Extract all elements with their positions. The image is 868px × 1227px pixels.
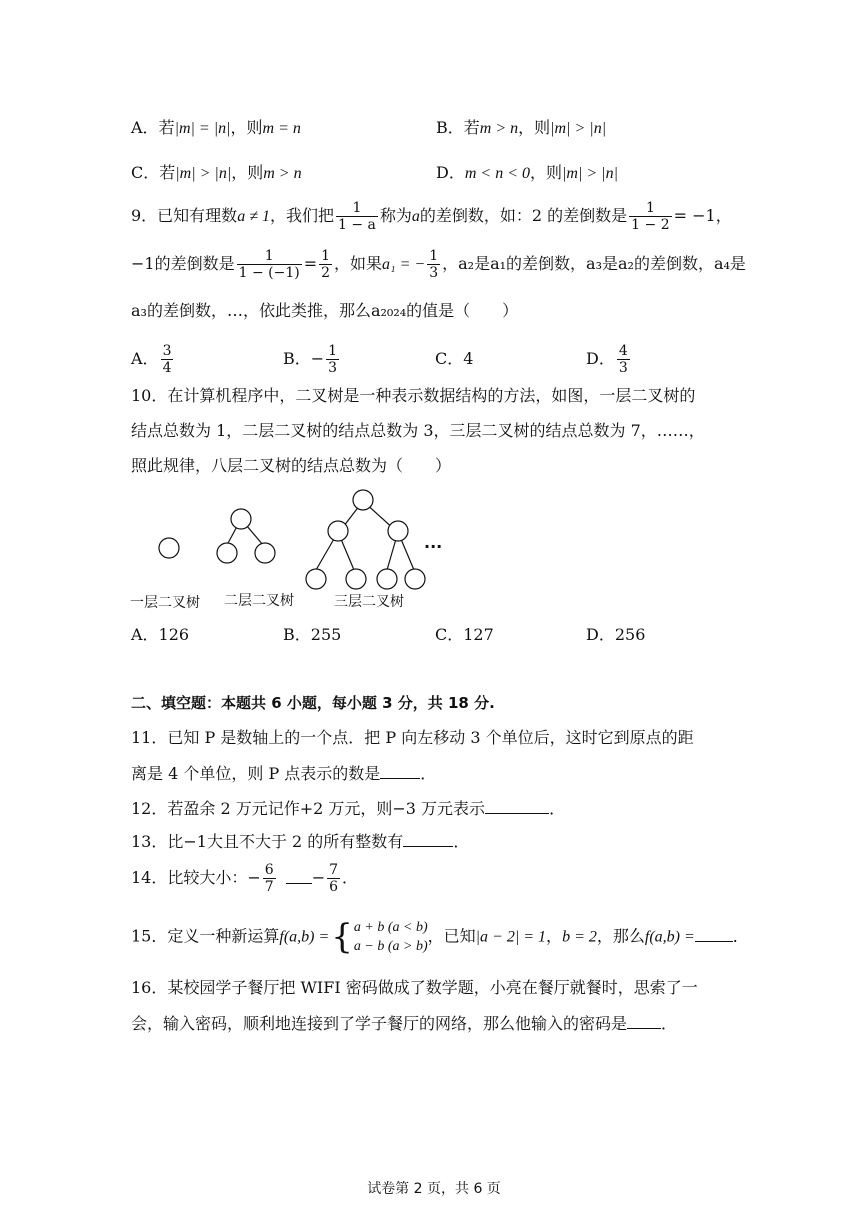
- brace: {: [331, 917, 353, 957]
- math-expr: a₁ = −: [382, 256, 426, 273]
- period: ．: [342, 868, 359, 887]
- text: −: [311, 868, 326, 887]
- text: 14．比较大小：−: [131, 868, 261, 887]
- q10-option-c: C．127: [435, 625, 494, 644]
- numerator: 6: [264, 862, 274, 878]
- option-label: D．: [586, 349, 615, 368]
- tree3-node: [405, 569, 425, 589]
- denominator: 3: [328, 360, 338, 376]
- period: ．: [549, 799, 566, 818]
- q10-option-d: D．256: [586, 625, 646, 644]
- binary-tree-diagram: [128, 484, 448, 614]
- option-label: A．: [131, 118, 159, 137]
- q16-line-1: 16．某校园学子餐厅把 WIFI 密码做成了数学题，小亮在餐厅就餐时，思索了一: [131, 978, 698, 997]
- numerator: 1: [321, 248, 331, 264]
- q9-line-1: [131, 200, 732, 233]
- denominator: 2: [321, 265, 331, 281]
- denominator: 3: [429, 265, 439, 281]
- math-expr: a ≠ 1: [237, 208, 270, 225]
- option-label: D．: [436, 163, 465, 182]
- fraction: [336, 200, 378, 233]
- text: ，a₂是a₁的差倒数，a₃是a₂的差倒数，a₄是: [442, 254, 746, 273]
- denominator: 1 − a: [337, 217, 376, 233]
- tree3-node: [346, 569, 366, 589]
- numerator: 1: [336, 200, 378, 217]
- q14-line: [131, 862, 358, 895]
- fraction: [617, 343, 630, 376]
- option-label: C．: [131, 163, 160, 182]
- text: ，已知: [427, 926, 476, 946]
- option-text: ，则: [230, 118, 263, 137]
- tree1-node: [159, 538, 179, 558]
- case: a + b (a < b): [353, 920, 428, 935]
- text: 离是 4 个单位，则 P 点表示的数是: [131, 764, 381, 783]
- fraction: [161, 343, 174, 376]
- fraction: [427, 248, 440, 281]
- section-title: 二、填空题：本题共 6 小题，每小题 3 分，共 18 分.: [131, 694, 495, 712]
- numerator: 1: [328, 343, 338, 359]
- numerator: 3: [162, 343, 172, 359]
- q8-option-d: [436, 162, 618, 185]
- tree2-node: [255, 543, 275, 563]
- answer-blank: [695, 925, 733, 942]
- option-text: 若: [159, 163, 176, 182]
- answer-blank: [627, 1012, 661, 1029]
- text: 的差倒数，如：2 的差倒数是: [419, 206, 628, 225]
- option-label: B．: [283, 349, 311, 368]
- math-expr: |m| > |n|: [175, 165, 232, 182]
- q8-option-c: [131, 162, 302, 185]
- tree3-node: [388, 521, 408, 541]
- text: −1的差倒数是: [131, 254, 235, 273]
- math-expr: b = 2: [562, 928, 597, 946]
- math-var: a: [411, 208, 420, 225]
- tree-label-3: 三层二叉树: [334, 594, 404, 610]
- option-label: B．: [436, 118, 464, 137]
- tree-label-2: 二层二叉树: [224, 593, 294, 609]
- q10-line-1: 10．在计算机程序中，二叉树是一种表示数据结构的方法，如图，一层二叉树的: [131, 386, 696, 405]
- q11-line-2: [131, 762, 436, 785]
- text: ，如果: [334, 254, 383, 273]
- period: ．: [420, 764, 437, 783]
- answer-blank: [380, 762, 420, 779]
- math-expr: |a − 2| = 1: [475, 928, 547, 946]
- text: 9．已知有理数: [131, 206, 238, 225]
- math-expr: m > n: [479, 120, 519, 137]
- q15-line: [131, 918, 749, 956]
- q10-option-b: B．255: [283, 625, 342, 644]
- text: 12．若盈余 2 万元记作+2 万元，则−3 万元表示: [131, 799, 486, 818]
- fraction: [629, 200, 671, 233]
- option-label: A．: [131, 349, 159, 368]
- fraction: [237, 248, 302, 281]
- fraction: [327, 862, 340, 895]
- q10-line-3: 照此规律，八层二叉树的结点总数为（ ）: [131, 456, 452, 475]
- text: 会，输入密码，顺利地连接到了学子餐厅的网络，那么他输入的密码是: [131, 1014, 628, 1033]
- q13-line: [131, 830, 469, 853]
- piecewise-cases: [354, 918, 428, 956]
- q11-line-1: 11．已知 P 是数轴上的一个点．把 P 向左移动 3 个单位后，这时它到原点的距: [131, 728, 694, 747]
- option-text: 若: [158, 118, 175, 137]
- answer-blank: [286, 867, 312, 884]
- option-text: ，则: [518, 118, 551, 137]
- text: =: [303, 254, 318, 273]
- text: ，: [546, 926, 563, 946]
- period: ．: [732, 926, 749, 946]
- math-expr: f(a,b) =: [279, 928, 330, 946]
- option-text: 若: [463, 118, 480, 137]
- fraction: [326, 343, 339, 376]
- tree3-node: [353, 490, 373, 510]
- denominator: 1 − (−1): [238, 265, 300, 281]
- text: 13．比−1大且不大于 2 的所有整数有: [131, 832, 404, 851]
- denominator: 6: [329, 879, 339, 895]
- q9-option-a: [131, 343, 175, 376]
- denominator: 3: [618, 360, 628, 376]
- numerator: 4: [618, 343, 628, 359]
- period: ．: [661, 1014, 678, 1033]
- math-expr: m > n: [263, 165, 302, 182]
- answer-blank: [403, 830, 453, 847]
- q8-option-b: [436, 117, 606, 140]
- numerator: 1: [629, 200, 671, 217]
- q10-line-2: 结点总数为 1，二层二叉树的结点总数为 3，三层二叉树的结点总数为 7，……，: [131, 421, 705, 440]
- case: a − b (a > b): [353, 939, 428, 954]
- text: ，我们把: [269, 206, 334, 225]
- q10-option-a: A．126: [131, 625, 190, 644]
- q12-line: [131, 797, 565, 820]
- text: −: [310, 349, 325, 368]
- period: ．: [453, 832, 470, 851]
- q8-option-a: [131, 117, 301, 140]
- math-expr: m < n < 0: [464, 165, 530, 182]
- tree2-node: [231, 509, 251, 529]
- numerator: 1: [237, 248, 302, 265]
- math-expr: |m| = |n|: [174, 120, 231, 137]
- q9-option-d: [586, 343, 632, 376]
- math-expr: m = n: [262, 120, 301, 137]
- answer-blank: [485, 797, 549, 814]
- denominator: 1 − 2: [631, 217, 670, 233]
- tree-ellipsis: ···: [424, 537, 443, 556]
- tree3-node: [377, 569, 397, 589]
- q9-option-b: [283, 343, 341, 376]
- denominator: 7: [264, 879, 274, 895]
- math-expr: f(a,b) =: [644, 928, 695, 946]
- text: ，那么: [596, 926, 645, 946]
- q9-option-c: C．4: [435, 349, 474, 368]
- text: = −1，: [673, 206, 732, 225]
- tree-label-1: 一层二叉树: [130, 595, 200, 611]
- text: 称为: [379, 206, 412, 225]
- tree2-node: [217, 543, 237, 563]
- option-text: ，则: [231, 163, 264, 182]
- math-expr: |m| > |n|: [550, 120, 607, 137]
- tree3-node: [306, 569, 326, 589]
- option-text: ，则: [530, 163, 563, 182]
- tree3-node: [328, 521, 348, 541]
- q9-line-3: a₃的差倒数，…，依此类推，那么a₂₀₂₄的值是（ ）: [131, 301, 519, 320]
- math-expr: |m| > |n|: [562, 165, 618, 182]
- q9-line-2: [131, 248, 746, 281]
- numerator: 7: [329, 862, 339, 878]
- fraction: [319, 248, 332, 281]
- numerator: 1: [429, 248, 439, 264]
- text: 15．定义一种新运算: [131, 926, 280, 946]
- denominator: 4: [162, 360, 172, 376]
- q16-line-2: [131, 1012, 677, 1035]
- fraction: [263, 862, 276, 895]
- page-footer: 试卷第 2 页，共 6 页: [367, 1181, 501, 1197]
